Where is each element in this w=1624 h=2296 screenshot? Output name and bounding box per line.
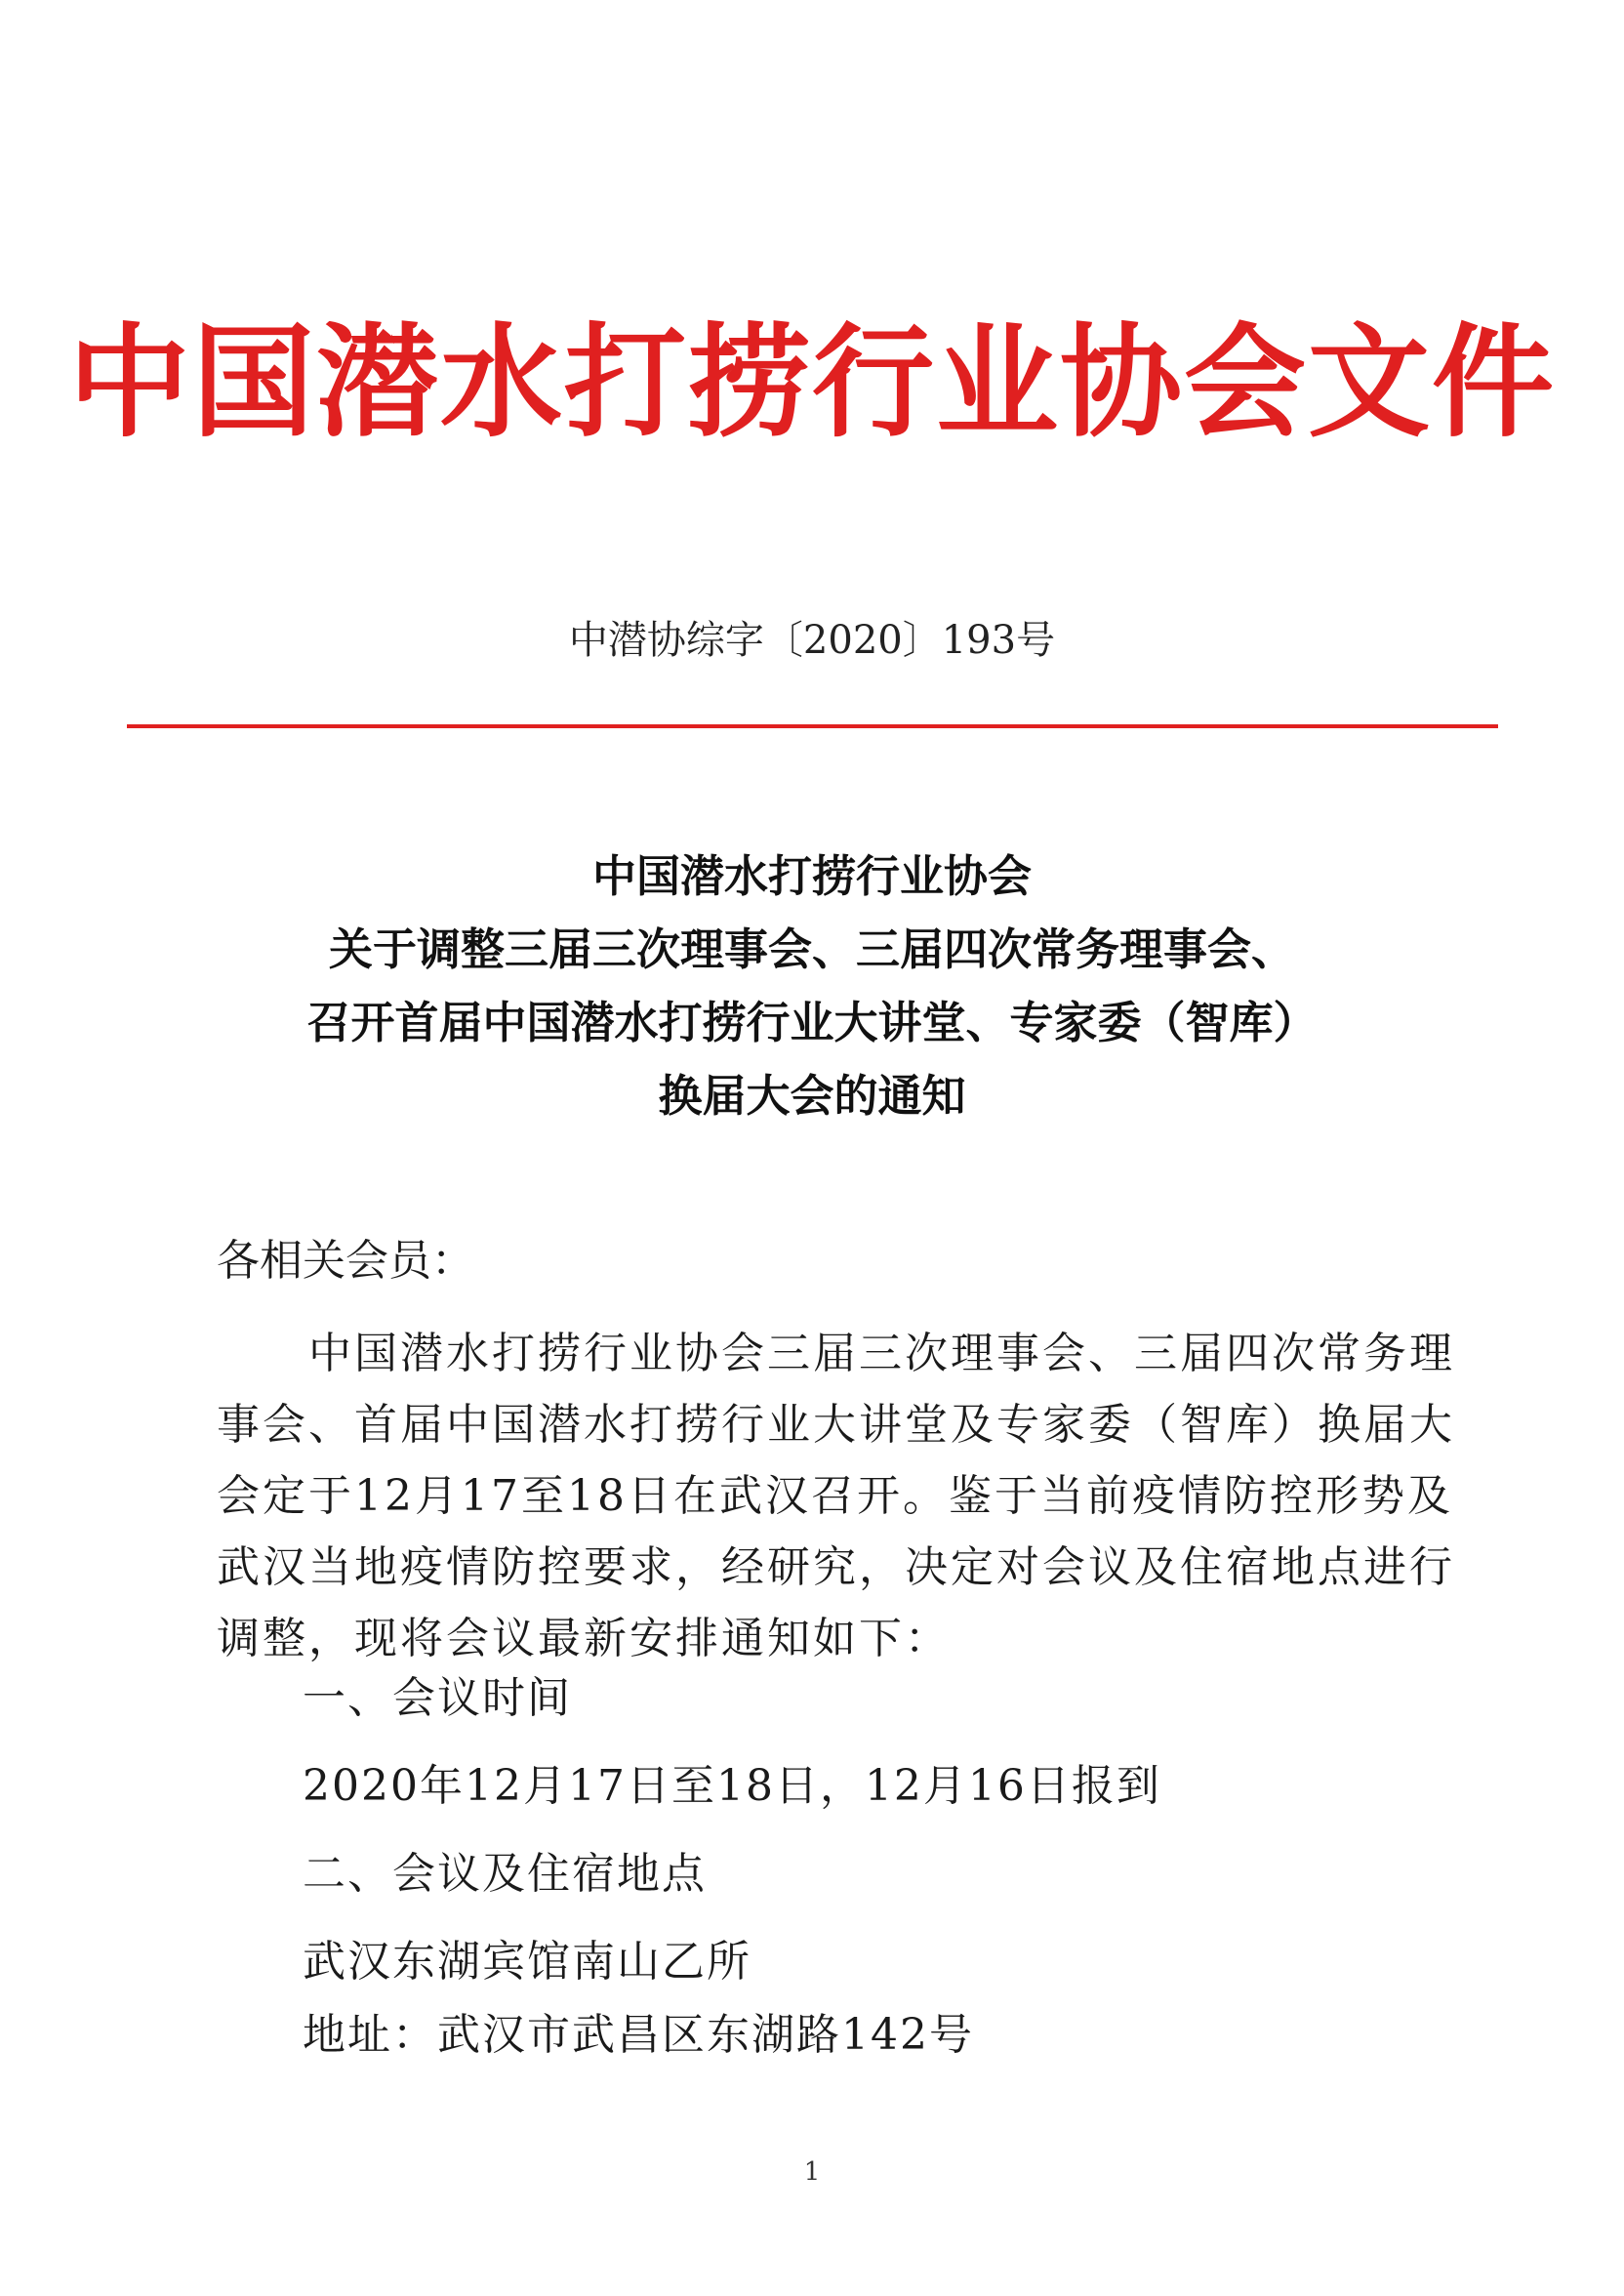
document-number: 中潜协综字〔2020〕193号 xyxy=(568,618,1056,663)
paragraph-line-5: 调整，现将会议最新安排通知如下： xyxy=(217,1614,951,1663)
section-1-content: 2020年12月17日至18日，12月16日报到 xyxy=(303,1761,1161,1811)
masthead-title: 中国潜水打捞行业协会文件 xyxy=(68,312,1556,454)
section-2-venue: 武汉东湖宾馆南山乙所 xyxy=(303,1937,751,1987)
notice-title xyxy=(0,840,1624,1132)
title-line-1: 中国潜水打捞行业协会 xyxy=(591,850,1032,902)
title-line-3: 召开首届中国潜水打捞行业大讲堂、专家委（智库） xyxy=(306,997,1318,1048)
section-2-heading: 二、会议及住宿地点 xyxy=(303,1849,707,1899)
body-paragraph xyxy=(217,1318,1455,1674)
salutation: 各相关会员： xyxy=(217,1236,474,1286)
paragraph-line-2: 事会、首届中国潜水打捞行业大讲堂及专家委（智库）换届大 xyxy=(217,1400,1455,1450)
section-1-heading: 一、会议时间 xyxy=(303,1673,572,1723)
title-line-2: 关于调整三届三次理事会、三届四次常务理事会、 xyxy=(328,923,1295,975)
title-line-4: 换届大会的通知 xyxy=(658,1070,966,1122)
page-number: 1 xyxy=(803,2157,821,2187)
paragraph-line-3: 会定于12月17至18日在武汉召开。鉴于当前疫情防控形势及 xyxy=(217,1471,1453,1521)
paragraph-line-1: 中国潜水打捞行业协会三届三次理事会、三届四次常务理 xyxy=(217,1329,1455,1378)
section-2-address: 地址：武汉市武昌区东湖路142号 xyxy=(303,2010,974,2060)
paragraph-line-4: 武汉当地疫情防控要求，经研究，决定对会议及住宿地点进行 xyxy=(217,1542,1455,1592)
red-divider-rule xyxy=(127,724,1498,728)
